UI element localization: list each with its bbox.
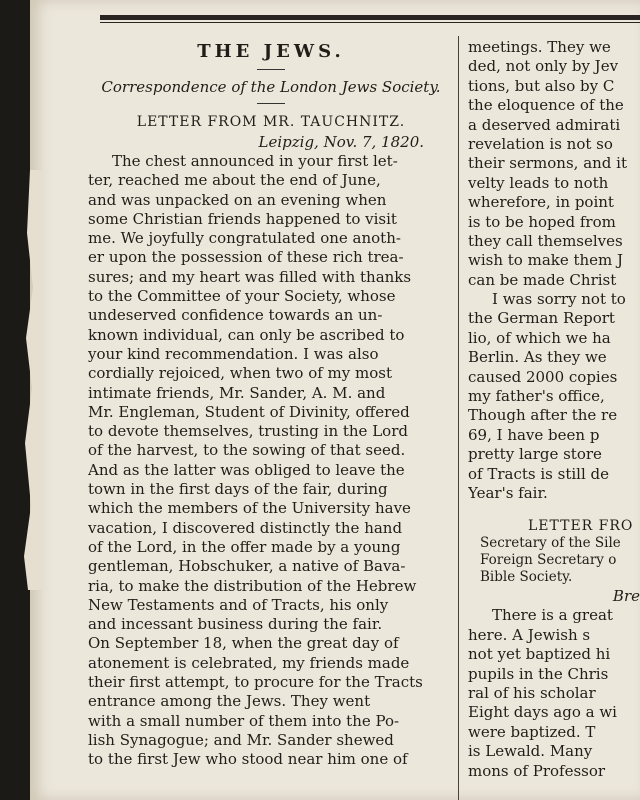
text-line: revelation is not so	[468, 134, 613, 153]
column2-dateline: Bre	[612, 587, 640, 606]
top-rule-thin	[100, 22, 640, 23]
text-line: here. A Jewish s	[468, 625, 591, 644]
column2-paragraph-2	[468, 290, 640, 503]
text-line: were baptized. T	[468, 722, 596, 741]
column2-paragraph-1	[468, 38, 640, 290]
text-line: pretty large store	[468, 445, 602, 464]
text-line: with a small number of them into the Po-	[88, 711, 400, 730]
subheading-rule	[257, 103, 285, 104]
text-line: On September 18, when the great day of	[88, 634, 399, 653]
text-line: Berlin. As they we	[468, 348, 607, 367]
text-line: a deserved admirati	[468, 115, 621, 134]
text-line: Though after the re	[468, 406, 618, 425]
text-line: of the Lord, in the offer made by a young	[88, 537, 401, 556]
text-line: Year's fair.	[468, 483, 548, 502]
text-line: to the first Jew who stood near him one of	[88, 750, 408, 769]
top-rule	[100, 15, 640, 20]
text-line: New Testaments and of Tracts, his only	[88, 595, 389, 614]
text-line: There is a great	[492, 606, 613, 625]
dateline: Leipzig, Nov. 7, 1820.	[258, 133, 424, 151]
text-line: their sermons, and it	[468, 154, 627, 173]
article-column-1	[88, 38, 454, 770]
text-line: sures; and my heart was filled with thanks	[88, 267, 412, 286]
text-line: Secretary of the Sile	[480, 535, 621, 552]
text-line: gentleman, Hobschuker, a native of Bava-	[88, 557, 406, 576]
text-line: and was unpacked on an evening when	[88, 190, 387, 209]
text-line: ral of his scholar	[468, 683, 596, 702]
subheading: Correspondence of the London Jews Society.	[101, 78, 441, 96]
text-line: Mr. Engleman, Student of Divinity, offered	[88, 402, 410, 421]
text-line: the eloquence of the	[468, 96, 624, 115]
text-line: atonement is celebrated, my friends made	[88, 653, 410, 672]
text-line: tions, but also by C	[468, 76, 615, 95]
text-line: Bible Society.	[480, 569, 573, 586]
text-line: me. We joyfully congratulated one anoth-	[88, 229, 401, 248]
text-line: my father's office,	[468, 387, 605, 406]
text-line: ria, to make the distribution of the Hebrew	[88, 576, 417, 595]
text-line: ter, reached me about the end of June,	[88, 171, 381, 190]
column2-paragraph-3	[468, 606, 640, 781]
text-line: Foreign Secretary o	[480, 552, 617, 569]
text-line: wherefore, in point	[468, 193, 614, 212]
text-line: is to be hoped from	[468, 212, 616, 231]
text-line: can be made Christ	[468, 270, 617, 289]
column2-letter-subtitle	[468, 535, 640, 586]
text-line: mons of Professor	[468, 761, 606, 780]
text-line: vacation, I discovered distinctly the hand	[88, 518, 403, 537]
text-line: I was sorry not to	[492, 290, 626, 309]
text-line: And as the latter was obliged to leave the	[88, 460, 405, 479]
text-line: The chest announced in your first let-	[112, 152, 398, 170]
article-body	[88, 152, 454, 770]
text-line: Eight days ago a wi	[468, 703, 617, 722]
text-line: of Tracts is still de	[468, 464, 609, 483]
text-line: town in the first days of the fair, during	[88, 480, 388, 499]
text-line: their first attempt, to procure for the Tracts	[88, 673, 423, 692]
text-line: and incessant business during the fair.	[88, 615, 383, 634]
text-line: er upon the possession of these rich trea-	[88, 248, 404, 267]
text-line: to devote themselves, trusting in the Lord	[88, 422, 408, 441]
text-line: of the harvest, to the sowing of that seed.	[88, 441, 406, 460]
text-line: lish Synagogue; and Mr. Sander shewed	[88, 730, 394, 749]
text-line: they call themselves	[468, 231, 623, 250]
text-line: lio, of which we ha	[468, 328, 611, 347]
text-line: cordially rejoiced, when two of my most	[88, 364, 392, 383]
text-line: which the members of the University have	[88, 499, 411, 518]
headline: THE JEWS.	[197, 41, 345, 62]
text-line: pupils in the Chris	[468, 664, 609, 683]
article-column-2	[468, 38, 640, 781]
text-line: not yet baptized hi	[468, 645, 611, 664]
text-line: meetings. They we	[468, 38, 611, 56]
text-line: some Christian friends happened to visit	[88, 209, 397, 228]
column2-letter-title: LETTER FRO	[528, 518, 634, 535]
text-line: is Lewald. Many	[468, 742, 593, 761]
text-line: wish to make them J	[468, 251, 624, 270]
column-divider	[458, 36, 459, 800]
letter-title: LETTER FROM MR. TAUCHNITZ.	[136, 114, 406, 130]
text-line: velty leads to noth	[468, 173, 609, 192]
text-line: caused 2000 copies	[468, 367, 618, 386]
text-line: 69, I have been p	[468, 425, 600, 444]
text-line: to the Committee of your Society, whose	[88, 287, 396, 306]
text-line: the German Report	[468, 309, 615, 328]
text-line: entrance among the Jews. They went	[88, 692, 371, 711]
text-line: your kind recommendation. I was also	[88, 344, 379, 363]
text-line: known individual, can only be ascribed to	[88, 325, 405, 344]
text-line: ded, not only by Jev	[468, 57, 619, 76]
torn-page-edge	[22, 170, 42, 590]
text-line: undeserved confidence towards an un-	[88, 306, 383, 325]
text-line: intimate friends, Mr. Sander, A. M. and	[88, 383, 386, 402]
headline-rule	[257, 69, 285, 70]
